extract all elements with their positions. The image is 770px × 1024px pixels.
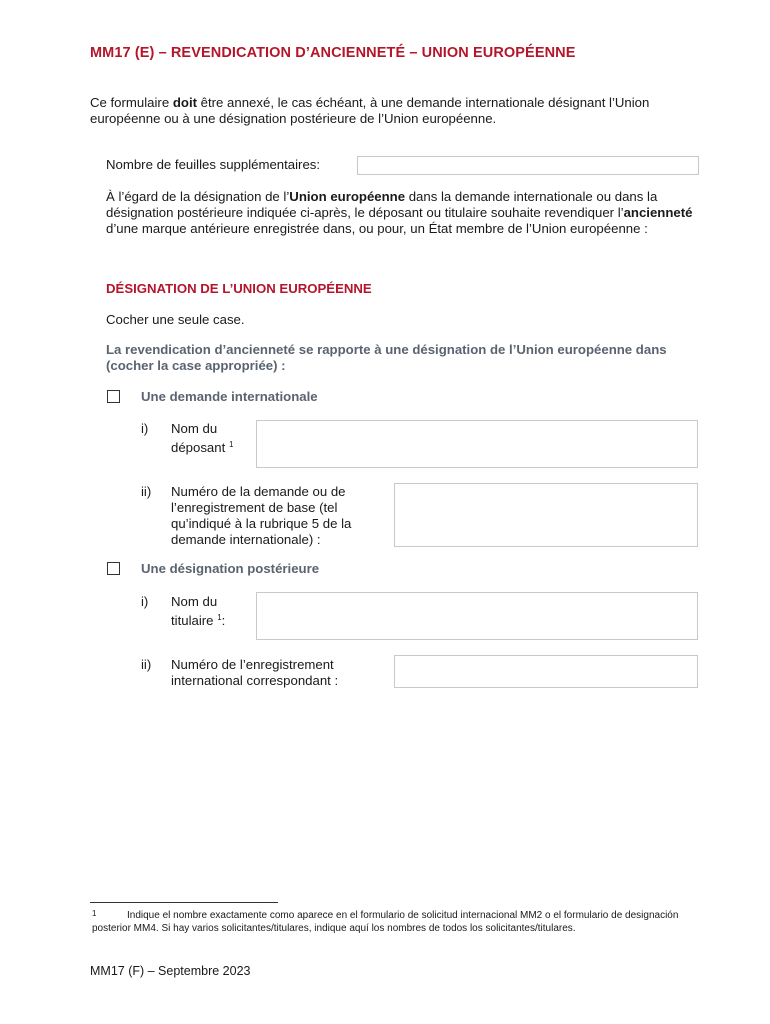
section-title: DÉSIGNATION DE L’UNION EUROPÉENNE — [106, 281, 372, 296]
question-text: La revendication d’ancienneté se rapporte à une désignation de l’Union européenne dans (cocher la case appropriée) : — [106, 342, 667, 373]
basic-application-number-input[interactable] — [394, 483, 698, 547]
sheets-input[interactable] — [357, 156, 699, 175]
applicant-name-label: Nom du déposant $^1$ — [171, 421, 234, 455]
item-number: ii) — [141, 484, 152, 499]
checkbox-international-application[interactable] — [107, 390, 120, 403]
sheets-label: Nombre de feuilles supplémentaires: — [106, 157, 321, 172]
instruction-text: Cocher une seule case. — [106, 312, 245, 327]
item-number: i) — [141, 594, 149, 609]
footnote-number: 1 — [92, 909, 97, 918]
checkbox-subsequent-designation[interactable] — [107, 562, 120, 575]
international-registration-number-label: Numéro de l’enregistrement international correspondant : — [171, 657, 339, 688]
international-registration-number-input[interactable] — [394, 655, 698, 688]
item-number: ii) — [141, 657, 152, 672]
applicant-name-input[interactable] — [256, 420, 698, 468]
option-label-subsequent-designation: Une désignation postérieure — [141, 561, 320, 576]
footnote-text: Indique el nombre exactamente como aparece en el formulario de solicitud internacional MM2 o el formulario de designación posterior MM4. Si hay varios solicitantes/titulares, indique aquí los nombres de todos los solicitantes/titulares. — [92, 910, 679, 934]
page-footer: MM17 (F) – Septembre 2023 — [90, 964, 251, 978]
basic-application-number-label: Numéro de la demande ou de l’enregistrement de base (tel qu’indiqué à la rubrique 5 de la demande internationale) : — [171, 484, 352, 547]
intro-paragraph: Ce formulaire doit être annexé, le cas échéant, à une demande internationale désignant l’Union européenne ou à une désignation postérieure de l’Union européenne. — [90, 95, 650, 126]
form-title: MM17 (E) – REVENDICATION D’ANCIENNETÉ – UNION EUROPÉENNE — [90, 45, 576, 61]
footnote-divider — [90, 902, 278, 903]
option-label-international-application: Une demande internationale — [141, 389, 318, 404]
item-number: i) — [141, 421, 149, 436]
holder-name-input[interactable] — [256, 592, 698, 640]
regard-paragraph: À l’égard de la désignation de l’Union européenne dans la demande internationale ou dans la désignation postérieure indiquée ci-après, le déposant ou titulaire souhaite revendiquer l’ancienneté d’une marque antérieure enregistrée dans, ou pour, un État membre de l’Union européenne : — [106, 189, 693, 236]
holder-name-label: Nom du titulaire $^1$: — [171, 594, 226, 628]
